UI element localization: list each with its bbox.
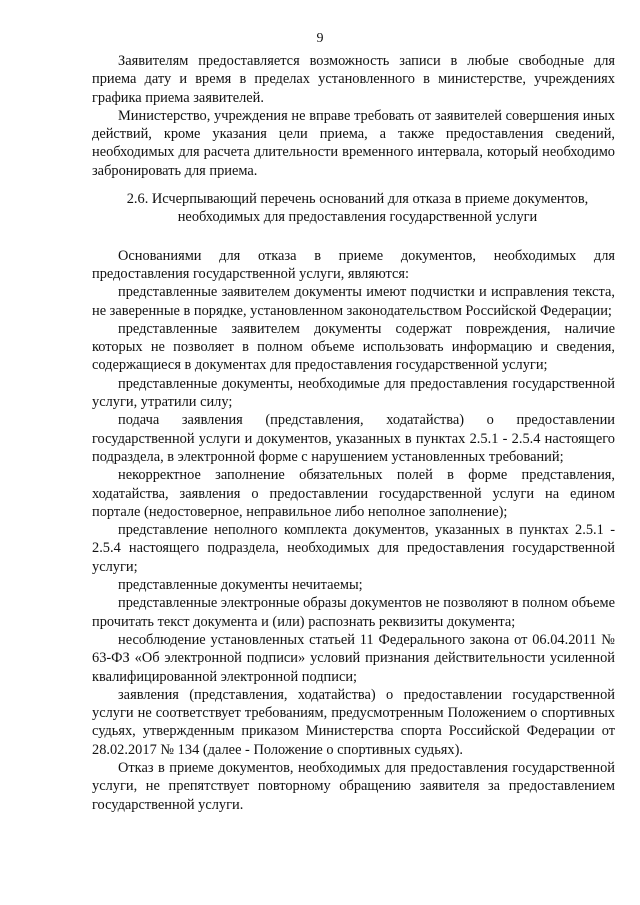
ground-item: представленные документы нечитаемы; [118, 577, 363, 594]
ground-item: некорректное заполнение обязательных полей в форме представления, ходатайства, заявления о предоставлении государственной услуги на едином портале (недостоверное, неправильное либо неполное заполнение); [92, 467, 615, 520]
section-heading: 2.6. Исчерпывающий перечень оснований для отказа в приеме документов, необходимых для предоставления государственной услуги [126, 191, 589, 226]
paragraph-ministry-restrictions: Министерство, учреждения не вправе требовать от заявителей совершения иных действий, кроме указания цели приема, а также предоставления сведений, необходимых для расчета длительности временного интервала, который необходимо забронировать для приема. [92, 107, 615, 179]
ground-item: заявления (представления, ходатайства) о предоставлении государственной услуги не соответствует требованиям, предусмотренным Положением о спортивных судьях, утвержденным приказом Министерства спорта Российской Федерации от 28.02.2017 № 134 (далее - Положение о спортивных судьях). [92, 686, 615, 758]
paragraph-appointment-booking: Заявителям предоставляется возможность записи в любые свободные для приема дату и время в пределах установленного в министерстве, учреждениях графика приема заявителей. [92, 53, 615, 106]
ground-item: представленные электронные образы документов не позволяют в полном объеме прочитать текст документа и (или) распознать реквизиты документа; [92, 595, 615, 630]
ground-item: несоблюдение установленных статьей 11 Федерального закона от 06.04.2011 № 63-ФЗ «Об электронной подписи» условий признания действительности усиленной квалифицированной электронной подписи; [92, 631, 615, 685]
document-body [92, 52, 615, 814]
grounds-intro: Основаниями для отказа в приеме документов, необходимых для предоставления государственной услуги, являются: [92, 247, 615, 282]
ground-item: подача заявления (представления, ходатайства) о предоставлении государственной услуги и документов, указанных в пунктах 2.5.1 - 2.5.4 настоящего подраздела, в электронной форме с нарушением установленных требований; [92, 412, 615, 465]
closing-paragraph: Отказ в приеме документов, необходимых для предоставления государственной услуги, не препятствует повторному обращению заявителя за предоставлением государственной услуги. [92, 759, 615, 813]
ground-item: представление неполного комплекта документов, указанных в пунктах 2.5.1 - 2.5.4 настоящего подраздела, необходимых для предоставления государственной услуги; [92, 522, 615, 575]
ground-item: представленные заявителем документы имеют подчистки и исправления текста, не заверенные в порядке, установленном законодательством Российской Федерации; [92, 284, 615, 319]
ground-item: представленные документы, необходимые для предоставления государственной услуги, утратили силу; [92, 375, 615, 411]
page-number: 9 [316, 31, 324, 46]
ground-item: представленные заявителем документы содержат повреждения, наличие которых не позволяет в полном объеме использовать информацию и сведения, содержащиеся в документах для предоставления государственной услуги; [92, 320, 615, 374]
